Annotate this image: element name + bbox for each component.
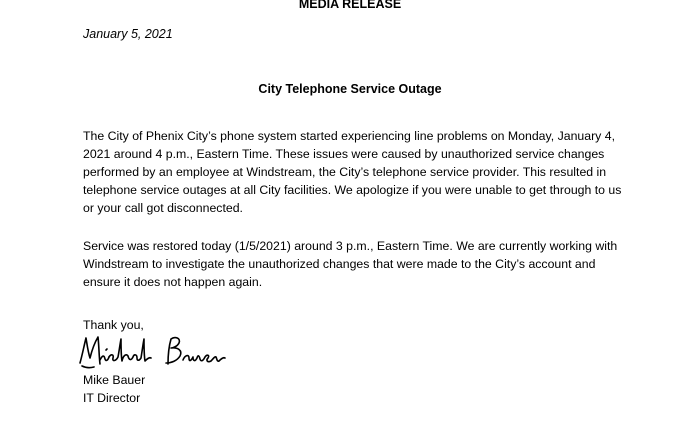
body-paragraph-outage: The City of Phenix City’s phone system started experiencing line problems on Monday, January 4, 2021 around 4 p.m., Eastern Time. These issues were caused by unauthorized service changes performed by an employee at Windstream, the City’s telephone service provider. This resulted in telephone service outages at all City facilities. We apologize if you were unable to get through to us or your call got disconnected. xyxy=(83,129,622,215)
release-title: City Telephone Service Outage xyxy=(258,82,442,96)
signer-title: IT Director xyxy=(83,391,141,405)
handwritten-signature xyxy=(76,330,246,372)
closing-line: Thank you, xyxy=(83,318,144,332)
document-heading: MEDIA RELEASE xyxy=(298,0,402,11)
signer-name: Mike Bauer xyxy=(83,373,146,387)
body-paragraph-restored: Service was restored today (1/5/2021) around 3 p.m., Eastern Time. We are currently working with Windstream to investigate the unauthorized changes that were made to the City’s account and ensure it does not happen again. xyxy=(83,239,618,289)
release-date: January 5, 2021 xyxy=(83,27,173,41)
